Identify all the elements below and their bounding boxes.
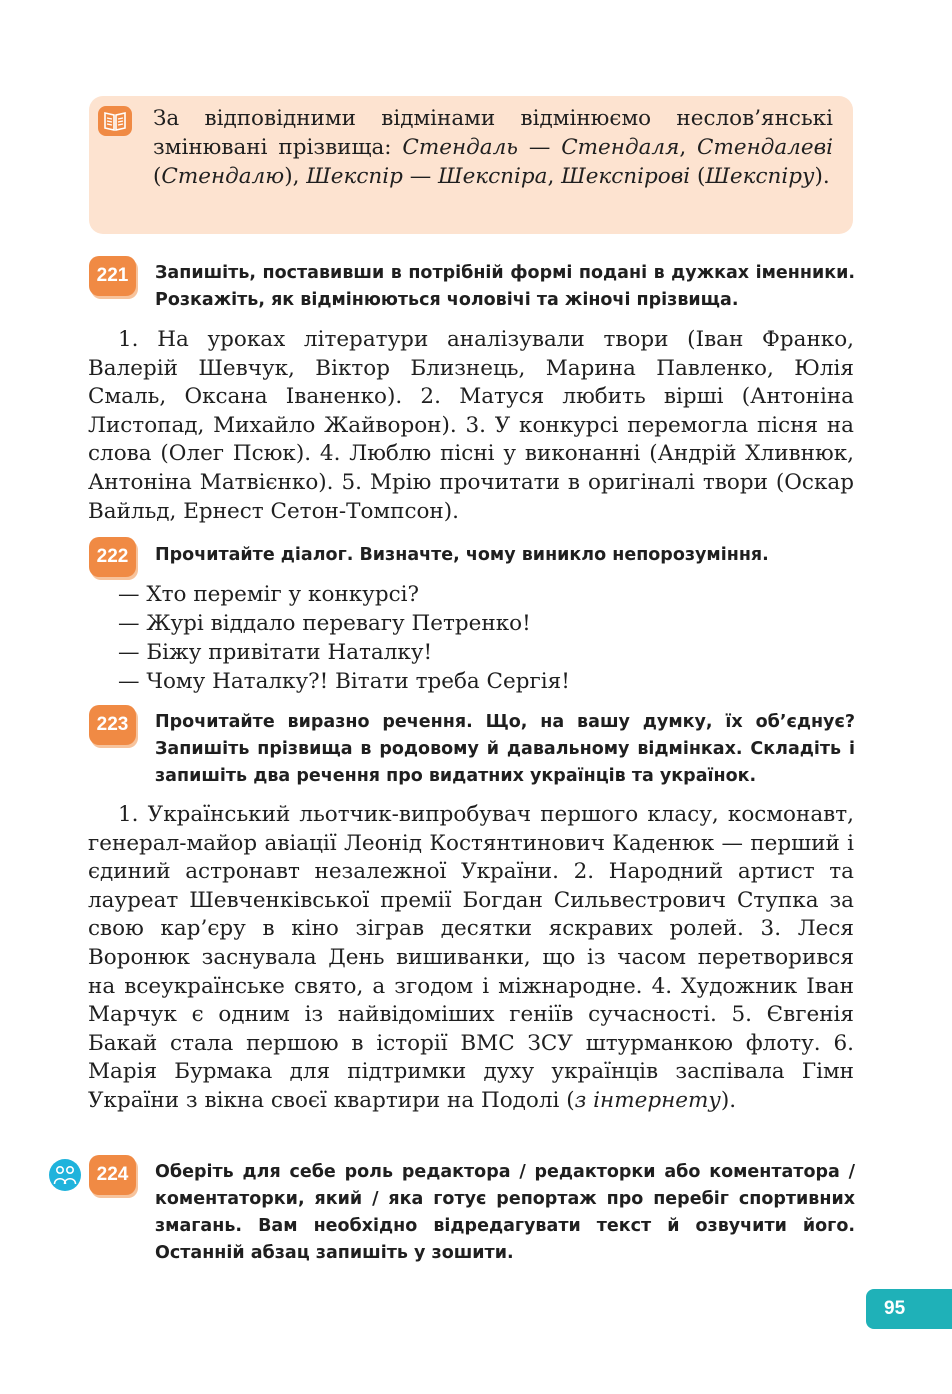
rule-box (89, 96, 853, 234)
exercise-number-badge: 224 (89, 1155, 136, 1195)
rule-text: За відповідними відмінами відмінюємо неслов’янські змінювані прізвища: Стендаль — Стендаля, Стендалеві (Стендалю), Шекспір — Шекспіра, Шекспірові (Шекспіру). (153, 106, 833, 189)
dialog-line: — Хто переміг у конкурсі? (118, 582, 420, 607)
dialog-line: — Біжу привітати Наталку! (118, 640, 433, 665)
page-number: 95 (866, 1289, 952, 1329)
exercise-text: 1. На уроках літератури аналізували твори (Іван Франко, Валерій Шевчук, Віктор Близнець, Марина Павленко, Юлія Смаль, Оксана Іваненко). 2. Матуся любить вірші (Антоніна Листопад, Михайло Жайворон). 3. У конкурсі перемогла пісня на слова (Олег Псюк). 4. Люблю пісні у виконанні (Андрій Хливнюк, Антоніна Матвієнко). 5. Мрію прочитати в оригіналі твори (Оскар Вайльд, Ернест Сетон-Томпсон). (88, 327, 854, 524)
exercise-text: 1. Український льотчик-випробувач першого класу, космонавт, генерал-майор авіації Леонід Костянтинович Каденюк — перший і єдиний астронавт незалежної України. 2. Народний артист та лауреат Шевченківської премії Богдан Сильвестрович Ступка за свою кар’єру в кіно зіграв десятки яскравих ролей. 3. Леся Воронюк заснувала День вишиванки, що із часом перетворився на всеукраїнське свято, а згодом і міжнародне. 4. Художник Іван Марчук є одним із найвідоміших геніїв сучасності. 5. Євгенія Бакай стала першою в історії ВМС ЗСУ штурманкою флоту. 6. Марія Бурмака для підтримки духу українців заспівала Гімн України з вікна своєї квартири на Подолі (з інтернету). (88, 802, 854, 1113)
exercise-number-badge: 222 (89, 537, 136, 577)
source-note: з інтернету (574, 1087, 721, 1113)
book-icon (98, 106, 132, 136)
exercise-task: Прочитайте діалог. Визначте, чому виникло непорозуміння. (155, 545, 769, 565)
exercise-task: Прочитайте виразно речення. Що, на вашу думку, їх об’єднує? Запишіть прізвища в родовому й давальному відмінках. Складіть і запишіть два речення про видатних українців та українок. (155, 712, 855, 786)
exercise-number-badge: 223 (89, 705, 136, 745)
exercise-number-badge: 221 (89, 256, 136, 296)
exercise-task: Оберіть для себе роль редактора / редакторки або коментатора / коментаторки, який / яка готує репортаж про перебіг спортивних змагань. Вам необхідно відредагувати текст й озвучити його. Останній абзац запишіть у зошити. (155, 1162, 855, 1263)
dialog (118, 580, 818, 696)
exercise-task: Запишіть, поставивши в потрібній формі подані в дужках іменники. Розкажіть, як відмінюються чоловічі та жіночі прізвища. (155, 263, 855, 310)
dialog-line: — Чому Наталку?! Вітати треба Сергія! (118, 669, 570, 694)
dialog-line: — Журі віддало перевагу Петренко! (118, 611, 531, 636)
group-work-icon (49, 1159, 81, 1191)
